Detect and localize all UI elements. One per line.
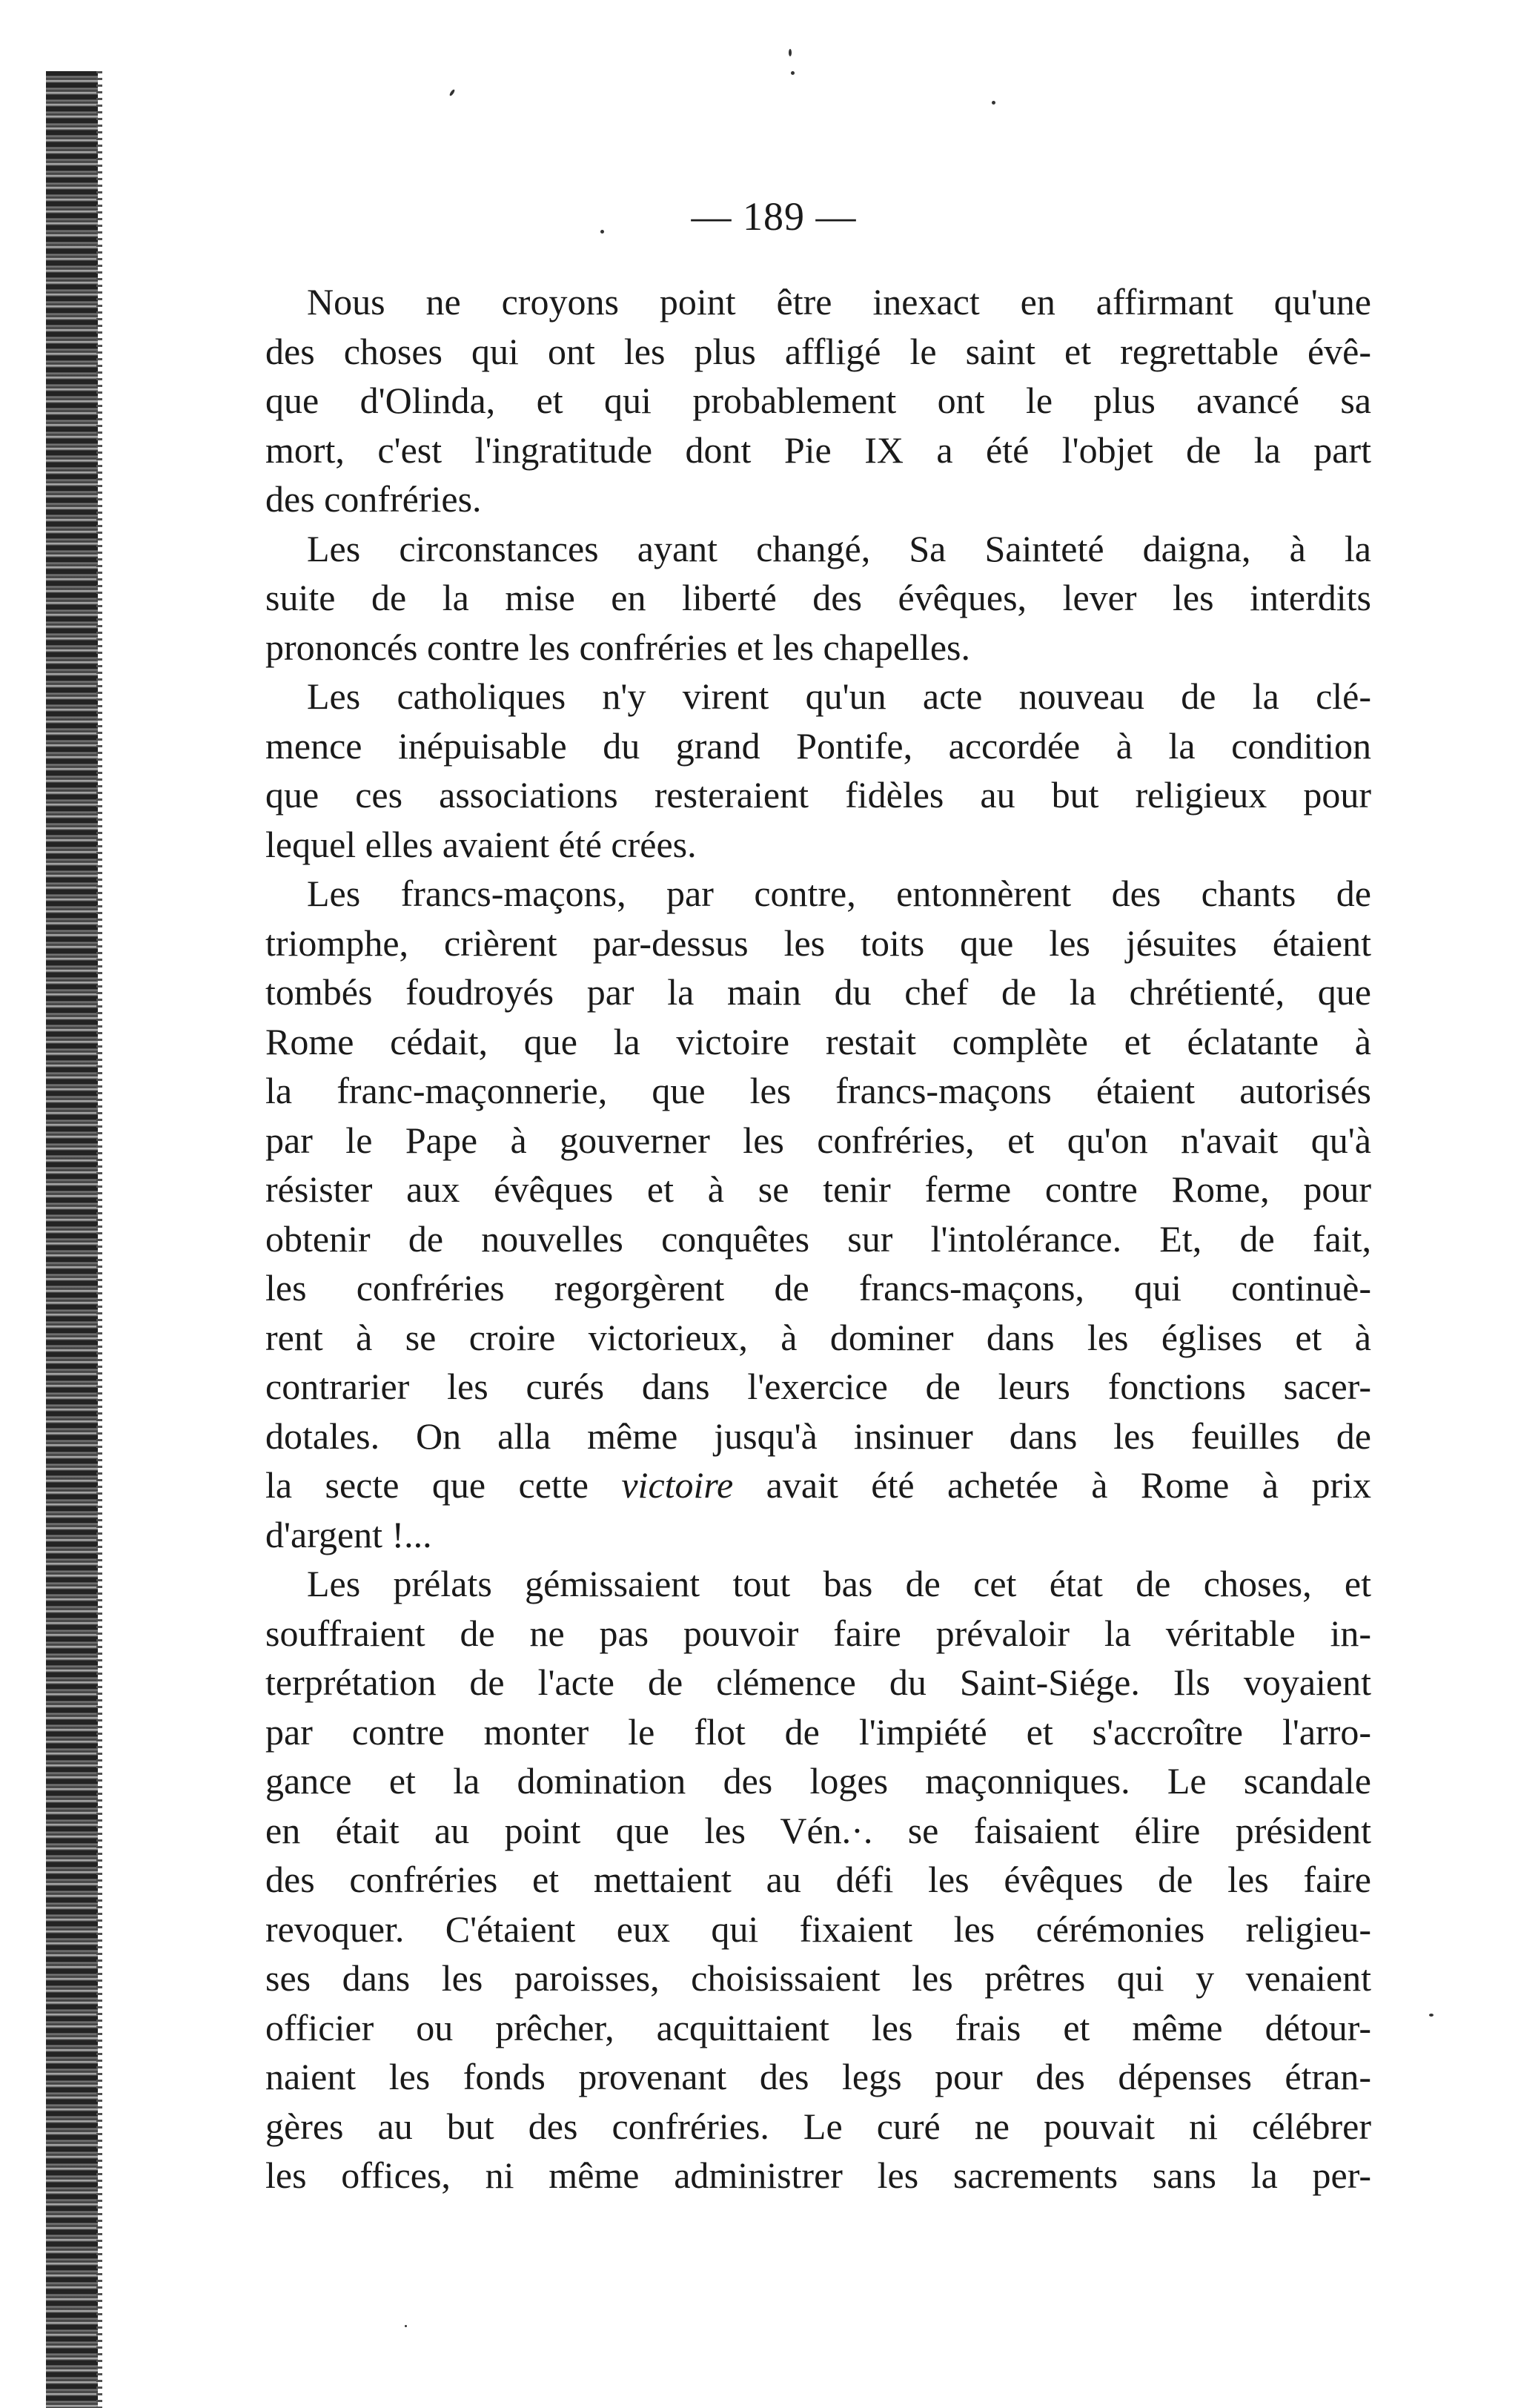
text-line: d'argent !... <box>265 1513 432 1555</box>
text-line: des choses qui ont les plus affligé le saint et regrettable évê- <box>265 330 1371 372</box>
text-line: des confréries. <box>265 478 482 520</box>
italic-word: victoire <box>621 1464 734 1506</box>
text-line: Les catholiques n'y virent qu'un acte nouveau de la clé- <box>307 675 1371 717</box>
text-line: la franc-maçonnerie, que les francs-maçons étaient autorisés <box>265 1070 1371 1111</box>
text-line: mort, c'est l'ingratitude dont Pie IX a été l'objet de la part <box>265 429 1371 471</box>
text-line: terprétation de l'acte de clémence du Saint-Siége. Ils voyaient <box>265 1661 1371 1703</box>
text-line: résister aux évêques et à se tenir ferme contre Rome, pour <box>265 1168 1371 1210</box>
text-line: gères au but des confréries. Le curé ne pouvait ni célébrer <box>265 2105 1371 2147</box>
text-line: rent à se croire victorieux, à dominer dans les églises et à <box>265 1316 1371 1358</box>
ink-speck <box>789 49 792 56</box>
text-line: tombés foudroyés par la main du chef de la chrétienté, que <box>265 971 1371 1013</box>
text-line: en était au point que les Vén.·. se faisaient élire président <box>265 1809 1371 1851</box>
text-line: triomphe, crièrent par-dessus les toits que les jésuites étaient <box>265 922 1371 964</box>
text-line: revoquer. C'étaient eux qui fixaient les cérémonies religieu- <box>265 1908 1371 1950</box>
text-line: ses dans les paroisses, choisissaient les prêtres qui y venaient <box>265 1957 1371 1999</box>
text-line: mence inépuisable du grand Pontife, accordée à la condition <box>265 724 1371 767</box>
text-line: Les circonstances ayant changé, Sa Sainteté daigna, à la <box>307 527 1371 569</box>
ink-speck <box>405 2325 407 2327</box>
text-line: dotales. On alla même jusqu'à insinuer dans les feuilles de <box>265 1415 1371 1457</box>
text-line: les offices, ni même administrer les sacrements sans la per- <box>265 2154 1371 2196</box>
text-line: suite de la mise en liberté des évêques, lever les interdits <box>265 577 1371 618</box>
text-run: la secte que cette <box>265 1464 589 1506</box>
text-line: Nous ne croyons point être inexact en affirmant qu'une <box>307 281 1371 322</box>
text-line: contrarier les curés dans l'exercice de leurs fonctions sacer- <box>265 1366 1371 1407</box>
text-line: obtenir de nouvelles conquêtes sur l'intolérance. Et, de fait, <box>265 1217 1371 1260</box>
body-text <box>265 277 1371 2200</box>
text-line: par contre monter le flot de l'impiété et s'accroître l'arro- <box>265 1710 1371 1753</box>
text-line: que ces associations resteraient fidèles au but religieux pour <box>265 774 1371 816</box>
text-line: lequel elles avaient été crées. <box>265 823 697 865</box>
ink-speck <box>448 89 455 96</box>
text-line <box>265 1461 1371 1510</box>
text-line: que d'Olinda, et qui probablement ont le plus avancé sa <box>265 380 1371 421</box>
text-run: avait été achetée à Rome à prix <box>733 1464 1371 1506</box>
ink-speck <box>791 71 795 75</box>
text-line: prononcés contre les confréries et les chapelles. <box>265 626 970 668</box>
text-line: officier ou prêcher, acquittaient les frais et même détour- <box>265 2006 1371 2048</box>
text-line: les confréries regorgèrent de francs-maçons, qui continuè- <box>265 1267 1371 1309</box>
text-line: Les francs-maçons, par contre, entonnèrent des chants de <box>307 873 1371 914</box>
text-line: des confréries et mettaient au défi les évêques de les faire <box>265 1859 1371 1900</box>
ink-speck <box>992 101 995 105</box>
text-line: souffraient de ne pas pouvoir faire prévaloir la véritable in- <box>265 1612 1371 1654</box>
text-line: par le Pape à gouverner les confréries, et qu'on n'avait qu'à <box>265 1119 1371 1161</box>
text-line: gance et la domination des loges maçonniques. Le scandale <box>265 1760 1371 1802</box>
text-line: Rome cédait, que la victoire restait complète et éclatante à <box>265 1020 1371 1062</box>
text-line: naient les fonds provenant des legs pour des dépenses étran- <box>265 2056 1371 2097</box>
page-binding-edge <box>46 71 98 2408</box>
ink-speck <box>1429 2014 1434 2017</box>
text-line: Les prélats gémissaient tout bas de cet état de choses, et <box>307 1563 1371 1604</box>
page-number: — 189 — <box>691 194 857 239</box>
